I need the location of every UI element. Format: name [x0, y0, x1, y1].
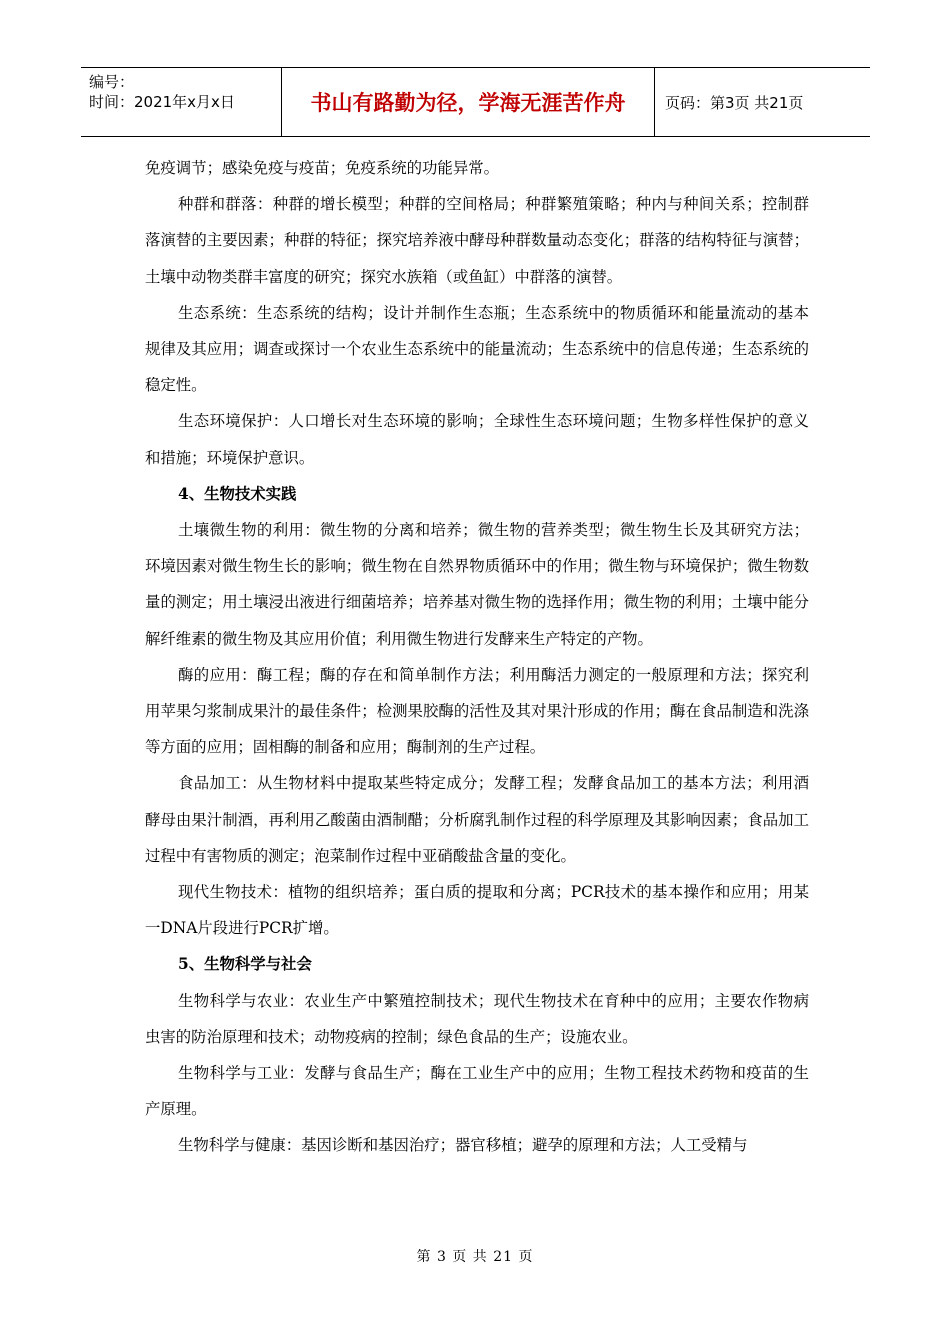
paragraph: 生态环境保护：人口增长对生态环境的影响；全球性生态环境问题；生物多样性保护的意义和措施；环境保护意识。: [145, 412, 809, 467]
header-page-info: 页码：第3页 共21页: [665, 93, 804, 112]
page-footer: 第 3 页 共 21 页: [416, 1249, 534, 1265]
paragraph: 生态系统：生态系统的结构；设计并制作生态瓶；生态系统中的物质循环和能量流动的基本规律及其应用；调查或探讨一个农业生态系统中的能量流动；生态系统中的信息传递；生态系统的稳定性。: [145, 303, 809, 395]
paragraph: 生物科学与农业：农业生产中繁殖控制技术；现代生物技术在育种中的应用；主要农作物病虫害的防治原理和技术；动物疫病的控制；绿色食品的生产；设施农业。: [145, 991, 809, 1046]
page-header: [81, 67, 870, 137]
document-date: 时间：2021年x月x日: [89, 93, 235, 111]
section-heading: 4、生物技术实践: [178, 484, 297, 503]
paragraph: 酶的应用：酶工程；酶的存在和简单制作方法；利用酶活力测定的一般原理和方法；探究利用苹果匀浆制成果汁的最佳条件；检测果胶酶的活性及其对果汁形成的作用；酶在食品制造和洗涤等方面的应用；固相酶的制备和应用；酶制剂的生产过程。: [145, 665, 809, 757]
document-code-label: 编号：: [89, 73, 135, 91]
section-heading: 5、生物科学与社会: [178, 955, 312, 974]
header-motto: 书山有路勤为径，学海无涯苦作舟: [282, 68, 655, 136]
paragraph: 现代生物技术：植物的组织培养；蛋白质的提取和分离；PCR技术的基本操作和应用；用某一DNA片段进行PCR扩增。: [145, 883, 809, 938]
paragraph: 食品加工：从生物材料中提取某些特定成分；发酵工程；发酵食品加工的基本方法；利用酒酵母由果汁制酒，再利用乙酸菌由酒制醋；分析腐乳制作过程的科学原理及其影响因素；食品加工过程中有害物质的测定；泡菜制作过程中亚硝酸盐含量的变化。: [145, 774, 809, 865]
header-meta: [81, 68, 282, 136]
document-body: [145, 150, 809, 1164]
paragraph: 土壤微生物的利用：微生物的分离和培养；微生物的营养类型；微生物生长及其研究方法；环境因素对微生物生长的影响；微生物在自然界物质循环中的作用；微生物与环境保护；微生物数量的测定；用土壤浸出液进行细菌培养；培养基对微生物的选择作用；微生物的利用；土壤中能分解纤维素的微生物及其应用价值；利用微生物进行发酵来生产特定的产物。: [145, 521, 809, 648]
paragraph: 免疫调节；感染免疫与疫苗；免疫系统的功能异常。: [145, 159, 499, 177]
paragraph: 生物科学与工业：发酵与食品生产；酶在工业生产中的应用；生物工程技术药物和疫苗的生产原理。: [145, 1064, 809, 1119]
paragraph: 生物科学与健康：基因诊断和基因治疗；器官移植；避孕的原理和方法；人工受精与: [178, 1136, 748, 1155]
paragraph: 种群和群落：种群的增长模型；种群的空间格局；种群繁殖策略；种内与种间关系；控制群落演替的主要因素；种群的特征；探究培养液中酵母种群数量动态变化；群落的结构特征与演替；土壤中动物类群丰富度的研究；探究水族箱（或鱼缸）中群落的演替。: [145, 195, 809, 286]
